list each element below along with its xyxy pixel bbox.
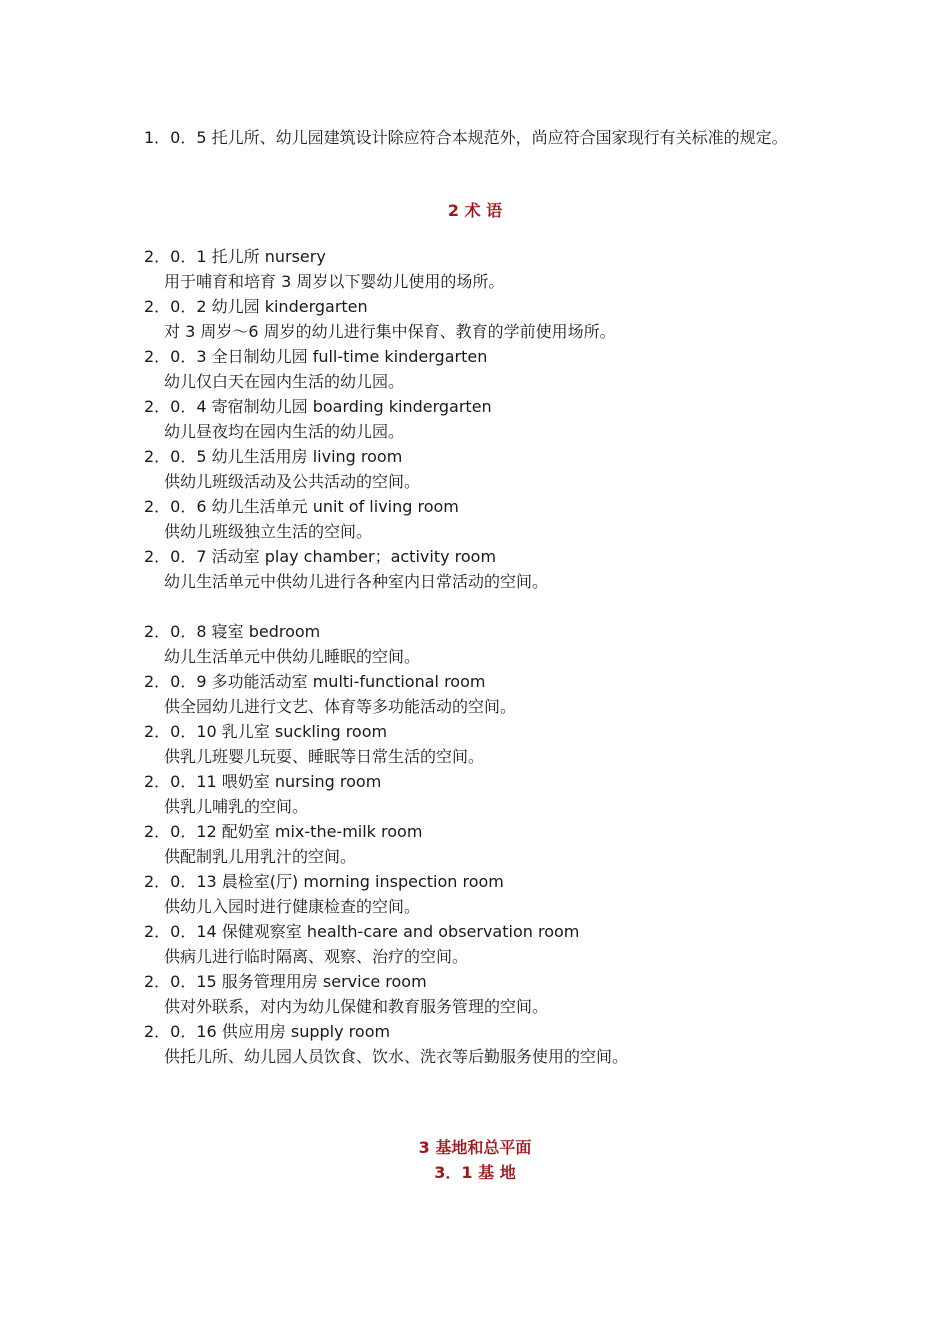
- section-3-1-title: 3．1 基 地: [434, 1163, 516, 1182]
- term-entry: [144, 444, 824, 494]
- term-entry: [144, 294, 824, 344]
- term-definition: 用于哺育和培育 3 周岁以下婴幼儿使用的场所。: [164, 272, 505, 291]
- term-entry: [144, 394, 824, 444]
- term-definition: 幼儿仅白天在园内生活的幼儿园。: [164, 372, 405, 391]
- section-2-title: 2 术 语: [447, 201, 503, 220]
- term-heading: 2．0．1 托儿所 nursery: [144, 247, 326, 266]
- term-definition: 供全园幼儿进行文艺、体育等多功能活动的空间。: [164, 697, 517, 716]
- term-heading: 2．0．10 乳儿室 suckling room: [144, 722, 388, 741]
- term-definition: 供病儿进行临时隔离、观察、治疗的空间。: [164, 947, 469, 966]
- term-entry: [144, 619, 824, 669]
- term-definition: 供幼儿班级活动及公共活动的空间。: [164, 472, 421, 491]
- term-entry: [144, 969, 824, 1019]
- clause-1-0-5: 1．0．5 托儿所、幼儿园建筑设计除应符合本规范外，尚应符合国家现行有关标准的规定。: [144, 128, 788, 147]
- term-definition: 供乳儿哺乳的空间。: [164, 797, 309, 816]
- term-entry: [144, 244, 824, 294]
- term-heading: 2．0．3 全日制幼儿园 full-time kindergarten: [144, 347, 488, 366]
- term-definition: 幼儿生活单元中供幼儿睡眠的空间。: [164, 647, 421, 666]
- terms-list: [144, 244, 824, 1069]
- term-entry: [144, 919, 824, 969]
- term-entry: [144, 1019, 824, 1069]
- term-heading: 2．0．4 寄宿制幼儿园 boarding kindergarten: [144, 397, 492, 416]
- term-heading: 2．0．14 保健观察室 health-care and observation room: [144, 922, 580, 941]
- term-definition: 供对外联系，对内为幼儿保健和教育服务管理的空间。: [164, 997, 549, 1016]
- term-definition: 供乳儿班婴儿玩耍、睡眠等日常生活的空间。: [164, 747, 485, 766]
- term-definition: 供托儿所、幼儿园人员饮食、饮水、洗衣等后勤服务使用的空间。: [164, 1047, 629, 1066]
- term-entry: [144, 669, 824, 719]
- term-heading: 2．0．7 活动室 play chamber；activity room: [144, 547, 497, 566]
- term-heading: 2．0．16 供应用房 supply room: [144, 1022, 391, 1041]
- term-entry: [144, 819, 824, 869]
- term-definition: 幼儿昼夜均在园内生活的幼儿园。: [164, 422, 405, 441]
- term-entry: [144, 719, 824, 769]
- term-entry: [144, 769, 824, 819]
- term-heading: 2．0．12 配奶室 mix-the-milk room: [144, 822, 423, 841]
- term-definition: 供幼儿班级独立生活的空间。: [164, 522, 373, 541]
- term-heading: 2．0．11 喂奶室 nursing room: [144, 772, 382, 791]
- term-definition: 对 3 周岁～6 周岁的幼儿进行集中保育、教育的学前使用场所。: [164, 322, 616, 341]
- term-entry: [144, 869, 824, 919]
- term-entry: [144, 544, 824, 594]
- term-heading: 2．0．13 晨检室(厅) morning inspection room: [144, 872, 504, 891]
- section-3-title: 3 基地和总平面: [418, 1138, 532, 1157]
- term-heading: 2．0．8 寝室 bedroom: [144, 622, 321, 641]
- term-heading: 2．0．15 服务管理用房 service room: [144, 972, 427, 991]
- term-heading: 2．0．9 多功能活动室 multi-functional room: [144, 672, 486, 691]
- term-definition: 供配制乳儿用乳汁的空间。: [164, 847, 357, 866]
- term-entry: [144, 494, 824, 544]
- term-entry: [144, 344, 824, 394]
- term-heading: 2．0．6 幼儿生活单元 unit of living room: [144, 497, 459, 516]
- term-definition: 幼儿生活单元中供幼儿进行各种室内日常活动的空间。: [164, 572, 549, 591]
- term-heading: 2．0．5 幼儿生活用房 living room: [144, 447, 403, 466]
- term-definition: 供幼儿入园时进行健康检查的空间。: [164, 897, 421, 916]
- term-heading: 2．0．2 幼儿园 kindergarten: [144, 297, 368, 316]
